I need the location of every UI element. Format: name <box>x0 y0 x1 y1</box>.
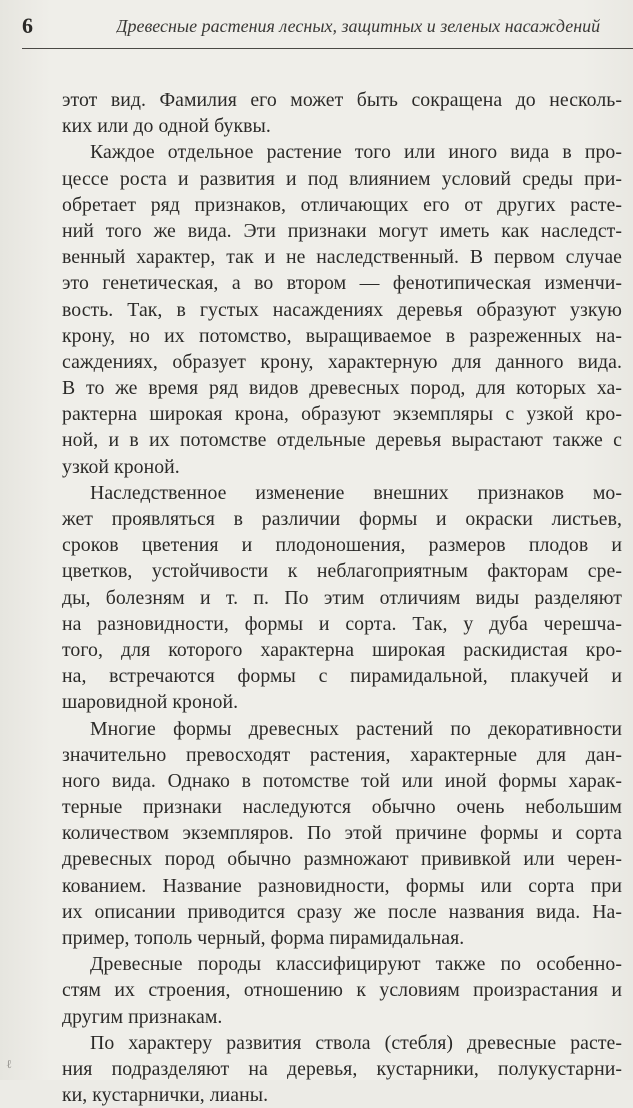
text-line: ки, кустарнички, лианы. <box>62 1084 269 1107</box>
text-line: ной, и в их потомстве отдельные деревья вырастают также с <box>62 429 622 452</box>
text-line: Наследственное изменение внешних признаков мо- <box>90 481 622 504</box>
text-line: древесных пород обычно размножают прививкой или черен- <box>62 848 622 871</box>
text-line: обретает ряд признаков, отличающих его от других растe- <box>62 193 622 216</box>
text-line: это генетическая, а во втором — фенотипическая изменчи- <box>62 272 622 295</box>
text-line: Каждое отдельное растение того или иного вида в про- <box>90 141 622 164</box>
text-line: пример, тополь черный, форма пирамидальная. <box>62 927 465 949</box>
page-header <box>22 14 633 38</box>
page-number: 6 <box>22 13 33 38</box>
text-line: узкой кроной. <box>62 455 180 478</box>
text-line: цветков, устойчивости к неблагоприятным факторам сре- <box>62 560 622 583</box>
text-line: крону, но их потомство, выращиваемое в разреженных на- <box>62 324 622 347</box>
text-line: сроков цветения и плодоношения, размеров плодов и <box>62 534 622 557</box>
text-line: По характеру развития ствола (стебля) древесные расте- <box>90 1031 622 1054</box>
text-line: саждениях, образует крону, характерную для данного вида. <box>62 350 622 373</box>
body-text <box>62 87 622 1108</box>
text-line: на, встречаются формы с пирамидальной, плакучей и <box>62 665 622 688</box>
text-line: этот вид. Фамилия его может быть сокращена до несколь- <box>62 89 622 111</box>
text-line: того, для которого характерна широкая раскидистая кро- <box>62 638 622 661</box>
text-line: Многие формы древесных растений по декоративности <box>90 717 622 740</box>
text-line: вость. Так, в густых насаждениях деревья образуют узкую <box>62 298 622 321</box>
text-line: значительно превосходят растения, характерные для дан- <box>62 743 622 766</box>
text-line: жет проявляться в различии формы и окраски листьев, <box>62 508 622 530</box>
text-line: В то же время ряд видов древесных пород, для которых ха- <box>62 377 622 400</box>
text-line: ния подразделяют на деревья, кустарники, полукустарни- <box>62 1057 622 1080</box>
text-line: венный характер, так и не наследственный. В первом случае <box>62 246 622 269</box>
text-line: цессе роста и развития и под влиянием условий среды при- <box>62 167 622 190</box>
text-line: стям их строения, отношению к условиям произрастания и <box>62 979 622 1002</box>
text-line: шаровидной кроной. <box>62 691 239 714</box>
text-line: ного вида. Однако в потомстве той или иной формы харак- <box>62 769 622 792</box>
text-line: кованием. Название разновидности, формы или сорта при <box>62 874 622 897</box>
text-line: на разновидности, формы и сорта. Так, у дуба черешча- <box>62 612 622 635</box>
text-line: количеством экземпляров. По этой причине формы и сорта <box>62 822 622 845</box>
text-line: другим признакам. <box>62 1005 223 1028</box>
running-title: Древесные растения лесных, защитных и зеленых насаждений <box>116 16 601 36</box>
text-line: терные признаки наследуются обычно очень небольшим <box>62 796 622 819</box>
text-line: их описании приводится сразу же после названия вида. На- <box>62 900 622 923</box>
header-divider <box>22 48 633 49</box>
margin-mark: ℓ <box>6 1057 12 1071</box>
text-line: ких или до одной буквы. <box>62 115 271 138</box>
text-line: рактерна широкая крона, образуют экземпляры с узкой кро- <box>62 403 622 426</box>
text-line: ний того же вида. Эти признаки могут иметь как наследст- <box>62 219 622 242</box>
text-line: Древесные породы классифицируют также по особенно- <box>90 953 622 976</box>
text-line: ды, болезням и т. п. По этим отличиям виды разделяют <box>62 586 622 609</box>
